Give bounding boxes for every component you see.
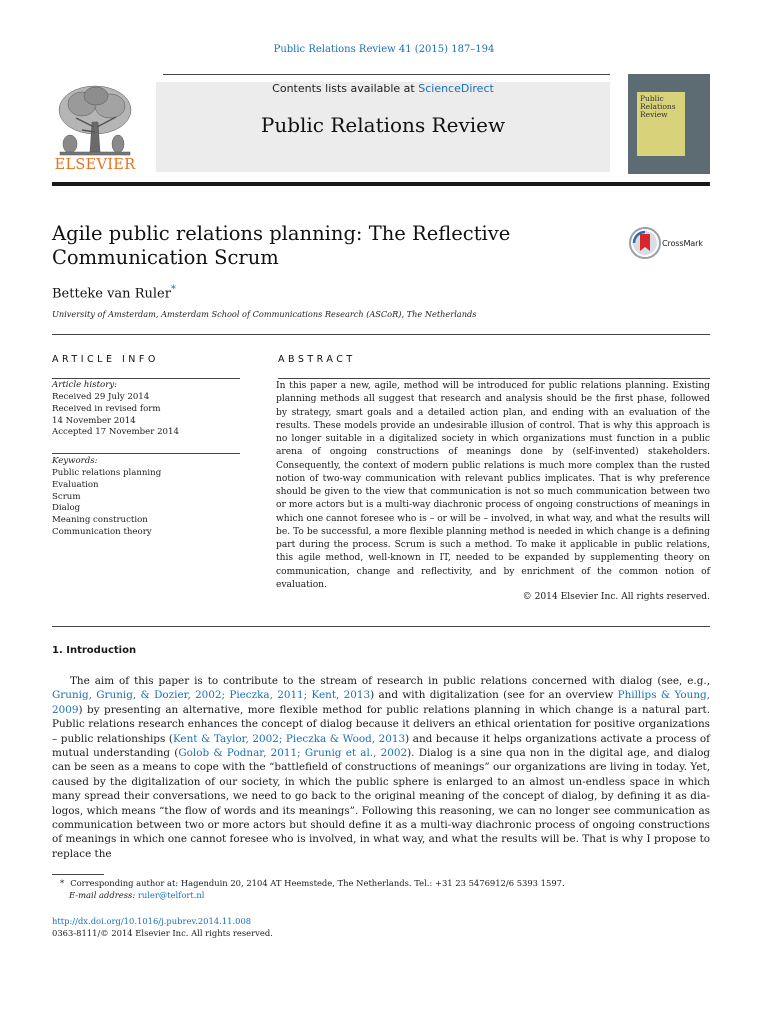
- journal-reference-link[interactable]: Public Relations Review 41 (2015) 187–194: [273, 44, 495, 55]
- abstract-copyright: © 2014 Elsevier Inc. All rights reserved.: [522, 592, 710, 602]
- contents-line: [156, 82, 610, 95]
- history-list: [52, 392, 179, 439]
- email-link[interactable]: ruler@telfort.nl: [137, 890, 205, 900]
- doi-link[interactable]: http://dx.doi.org/10.1016/j.pubrev.2014.11.008: [52, 916, 252, 926]
- citation-link[interactable]: Golob & Podnar, 2011; Grunig et al., 2002: [178, 747, 408, 760]
- keyword-item: Dialog: [52, 503, 81, 514]
- header-bottom-bar: [52, 182, 710, 186]
- sciencedirect-link[interactable]: ScienceDirect: [418, 82, 494, 95]
- keyword-item: Evaluation: [52, 479, 99, 490]
- keywords-label: Keywords:: [52, 456, 98, 466]
- author-name: Betteke van Ruler: [52, 286, 171, 302]
- author-line: [52, 284, 176, 301]
- history-item: Accepted 17 November 2014: [52, 427, 179, 438]
- body-text-run: ) by presenting an alternative, more flexible method for public relations planning in which change is a natural part. Public relations research enhances the concept of dialog because it delivers an ethical orientation for positive organizations – public relationships (: [52, 703, 710, 745]
- cover-title: Public Relations Review: [640, 94, 676, 119]
- elsevier-wordmark: ELSEVIER: [54, 157, 136, 173]
- author-affiliation: University of Amsterdam, Amsterdam School of Communications Research (ASCoR), The Netherlands: [52, 309, 477, 319]
- citation-link[interactable]: Kent & Taylor, 2002; Pieczka & Wood, 2013: [172, 732, 406, 745]
- body-text-run: ) and with digitalization (see for an overview: [370, 689, 618, 702]
- email-footnote: [52, 890, 205, 902]
- history-item: Received 29 July 2014: [52, 392, 150, 402]
- abstract-divider: [52, 626, 710, 627]
- keyword-item: Scrum: [52, 491, 81, 502]
- citation-link[interactable]: Grunig, Grunig, & Dozier, 2002; Pieczka, 2011; Kent, 2013: [52, 689, 371, 702]
- keyword-item: Public relations planning: [52, 468, 162, 478]
- corresponding-text: Corresponding author at: Hagenduin 20, 2104 AT Heemstede, The Netherlands. Tel.: +31 23 5476912/6 5393 1597.: [70, 878, 565, 888]
- history-item: 14 November 2014: [52, 415, 136, 426]
- keywords-list: [52, 468, 161, 539]
- body-text-run: ) and because it helps organizations activate a process of mutual understanding (: [52, 732, 711, 760]
- journal-title: Public Relations Review: [260, 113, 506, 137]
- history-label: Article history:: [52, 380, 118, 390]
- citation-link[interactable]: Phillips & Young, 2009: [52, 689, 710, 716]
- author-footnote-mark[interactable]: *: [170, 284, 176, 295]
- article-info-heading: ARTICLE INFO: [52, 354, 159, 365]
- body-text-run: The aim of this paper is to contribute to the stream of research in public relations concerned with dialog (see, e.g.,: [70, 675, 710, 687]
- introduction-paragraph: [52, 674, 710, 861]
- title-divider: [52, 334, 710, 335]
- history-item: Received in revised form: [52, 403, 161, 414]
- issn-line: 0363-8111/© 2014 Elsevier Inc. All rights reserved.: [52, 928, 273, 938]
- article-title: Agile public relations planning: The Reflective Communication Scrum: [52, 222, 511, 269]
- article-info-rule: [52, 378, 240, 379]
- section-title-introduction: 1. Introduction: [52, 645, 137, 656]
- abstract-text: In this paper a new, agile, method will be introduced for public relations planning. Existing planning methods all suggest that research and analysis should be the first phase, followed by strategy, smart goals and a detailed action plan, and ending with an evaluation of the results. These models provide an undesirable illusion of control. That is why this approach is no longer suitable in a digitalized society in which organizations must function in a public arena of ongoing constructions of meanings done by (self-invented) stakeholders. Consequently, the context of modern public relations is much more complex than the rusted notion of two-way communication with relevant publics implicates. That is why preference should be given to the view that communication is not so much communication between two or more actors but is a multi-way diachronic process of ongoing constructions of meanings in which one cannot foresee who is – or will be – involved, in what way, and what the results will be. To be successful, a more flexible planning method is needed in which change is a defining part during the process. Scrum is such a method. To make it applicable in public relations, this agile method, well-known in IT, needed to be expanded by supplementing theory on communication, change and reflectivity, and by enrichment of the common notion of evaluation.: [276, 381, 710, 590]
- keyword-item: Meaning construction: [52, 515, 148, 526]
- crossmark-label[interactable]: CrossMark: [662, 238, 703, 248]
- body-text-run: ). Dialog is a sine qua non in the digital age, and dialog can be seen as a means to cope with the “battlefield of constructions of meanings” our organizations are living in today. Yet, caused by the digitalization of our society, in which the public sphere is enlarged to an almost un-endless space in which many spread their conversations, we need to go back to the original meaning of the concept of dialog, by defining it as dia-logos, which means “the flow of words and its meanings”. Following this reasoning, we can no longer see communication as communication between two or more actors but should define it as a multi-way diachronic process of ongoing constructions of meanings in which one cannot foresee who is involved, in what way, and what the results will be. That is why I propose to replace the: [52, 747, 710, 860]
- header-top-rule: [163, 74, 610, 75]
- footnote-mark: *: [60, 878, 65, 888]
- keyword-item: Communication theory: [52, 526, 152, 537]
- contents-prefix: Contents lists available at: [272, 82, 419, 95]
- abstract-heading: ABSTRACT: [278, 354, 356, 365]
- corresponding-author-footnote: [52, 878, 565, 890]
- email-label: E-mail address:: [69, 890, 136, 900]
- keywords-rule: [52, 453, 240, 454]
- footnote-rule: [52, 874, 104, 875]
- abstract-rule: [278, 378, 710, 379]
